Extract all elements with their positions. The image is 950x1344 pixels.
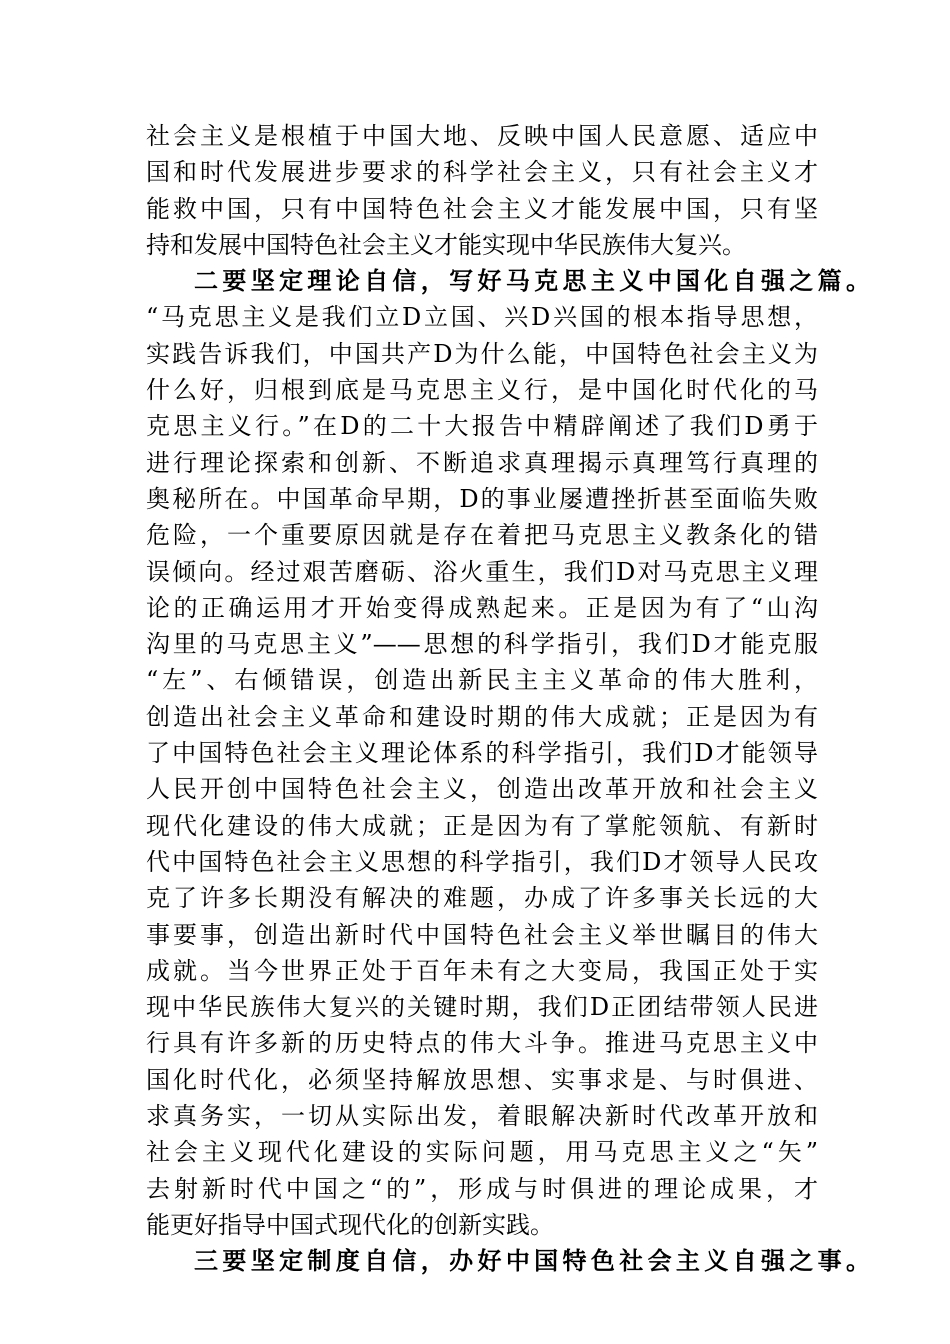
text-line: “马克思主义是我们立D立国、兴D兴国的根本指导思想， bbox=[146, 303, 818, 332]
text-line: 现中华民族伟大复兴的关键时期，我们D正团结带领人民进 bbox=[146, 993, 818, 1022]
heading-theory-confidence: 二要坚定理论自信，写好马克思主义中国化自强之篇。 bbox=[194, 266, 870, 296]
text-line: 创造出社会主义革命和建设时期的伟大成就；正是因为有 bbox=[146, 702, 818, 731]
text-line: 克了许多长期没有解决的难题，办成了许多事关长远的大 bbox=[146, 884, 818, 913]
text-line: 代中国特色社会主义思想的科学指引，我们D才领导人民攻 bbox=[146, 847, 818, 876]
text-line: 危险，一个重要原因就是存在着把马克思主义教条化的错 bbox=[146, 521, 818, 550]
text-line: “左”、右倾错误，创造出新民主主义革命的伟大胜利， bbox=[146, 666, 818, 695]
text-line: 社会主义是根植于中国大地、反映中国人民意愿、适应中 bbox=[146, 122, 818, 150]
text-line: 事要事，创造出新时代中国特色社会主义举世瞩目的伟大 bbox=[146, 920, 818, 949]
text-line: 人民开创中国特色社会主义，创造出改革开放和社会主义 bbox=[146, 775, 818, 804]
paragraph-theory bbox=[146, 299, 818, 1243]
paragraph-socialism bbox=[146, 118, 818, 263]
text-line: 克思主义行。”在D的二十大报告中精辟阐述了我们D勇于 bbox=[146, 412, 818, 441]
document-page bbox=[146, 118, 870, 1280]
text-line: 国和时代发展进步要求的科学社会主义，只有社会主义才 bbox=[146, 158, 818, 187]
text-line: 成就。当今世界正处于百年未有之大变局，我国正处于实 bbox=[146, 956, 818, 985]
text-line: 国化时代化，必须坚持解放思想、实事求是、与时俱进、 bbox=[146, 1065, 818, 1094]
text-line: 误倾向。经过艰苦磨砺、浴火重生，我们D对马克思主义理 bbox=[146, 557, 818, 586]
text-line: 现代化建设的伟大成就；正是因为有了掌舵领航、有新时 bbox=[146, 811, 818, 840]
heading-system-confidence: 三要坚定制度自信，办好中国特色社会主义自强之事。 bbox=[194, 1246, 870, 1276]
text-line: 社会主义现代化建设的实际问题，用马克思主义之“矢” bbox=[146, 1138, 818, 1167]
text-line: 奥秘所在。中国革命早期，D的事业屡遭挫折甚至面临失败 bbox=[146, 484, 818, 513]
text-line: 论的正确运用才开始变得成熟起来。正是因为有了“山沟 bbox=[146, 593, 818, 622]
text-line: 能更好指导中国式现代化的创新实践。 bbox=[146, 1210, 554, 1239]
text-line: 行具有许多新的历史特点的伟大斗争。推进马克思主义中 bbox=[146, 1029, 818, 1058]
text-line: 什么好，归根到底是马克思主义行，是中国化时代化的马 bbox=[146, 376, 818, 405]
text-line: 持和发展中国特色社会主义才能实现中华民族伟大复兴。 bbox=[146, 230, 746, 259]
text-line: 进行理论探索和创新、不断追求真理揭示真理笃行真理的 bbox=[146, 448, 818, 477]
text-line: 实践告诉我们，中国共产D为什么能，中国特色社会主义为 bbox=[146, 339, 818, 368]
text-line: 求真务实，一切从实际出发，着眼解决新时代改革开放和 bbox=[146, 1102, 818, 1131]
text-line: 能救中国，只有中国特色社会主义才能发展中国，只有坚 bbox=[146, 194, 818, 223]
text-line: 了中国特色社会主义理论体系的科学指引，我们D才能领导 bbox=[146, 739, 818, 768]
text-line: 沟里的马克思主义”——思想的科学指引，我们D才能克服 bbox=[146, 630, 818, 659]
text-line: 去射新时代中国之“的”，形成与时俱进的理论成果，才 bbox=[146, 1174, 818, 1203]
